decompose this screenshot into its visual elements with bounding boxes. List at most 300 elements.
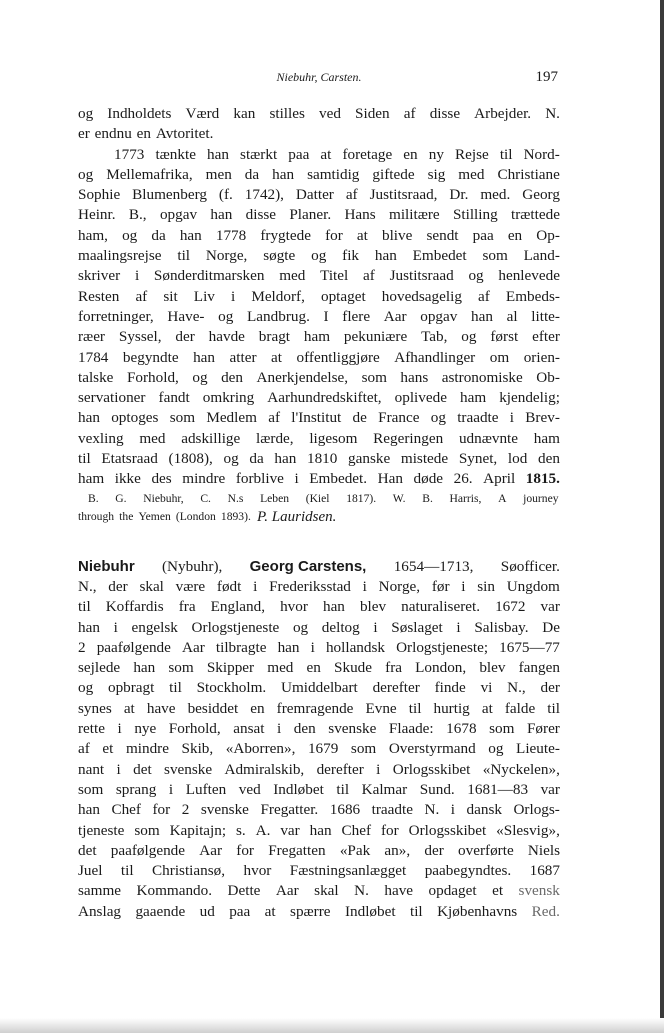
word: som <box>361 368 387 386</box>
word: sin <box>477 577 495 595</box>
word: for <box>152 801 171 819</box>
word: (1808), <box>168 450 213 468</box>
word: han <box>179 226 202 244</box>
word: Dr. <box>449 186 469 204</box>
word: Indløbet <box>273 780 324 798</box>
word: Forhold, <box>168 720 221 738</box>
word: Embedet <box>412 247 467 265</box>
text-line <box>78 638 560 658</box>
word: synes <box>78 699 112 717</box>
word: ved <box>238 780 261 798</box>
word: ligesom <box>309 429 358 447</box>
word: til <box>408 699 422 717</box>
word: skriver <box>78 267 121 285</box>
word: tænkte <box>155 145 196 163</box>
word: Søslaget <box>391 618 443 636</box>
word: Resten <box>78 287 120 305</box>
word: ny <box>428 145 444 163</box>
word: som <box>134 821 160 839</box>
word: Skipper <box>206 659 255 677</box>
word: Georg <box>522 186 560 204</box>
word: i <box>168 780 174 798</box>
word: Meldorf, <box>251 287 305 305</box>
reference-line <box>78 490 560 509</box>
word: B., <box>128 206 147 224</box>
word: sprang <box>115 780 157 798</box>
word: Chef <box>341 821 372 839</box>
word: finde <box>434 679 466 697</box>
word: Juel <box>78 862 103 880</box>
word: Forhold, <box>126 368 179 386</box>
word: Sophie <box>78 186 121 204</box>
text-line <box>78 658 560 678</box>
word: paafølgende <box>96 638 171 656</box>
word: N., <box>507 679 526 697</box>
word: des <box>151 470 172 488</box>
word: dansk <box>466 801 502 819</box>
word: i <box>113 618 118 636</box>
word: Flaade: <box>388 720 434 738</box>
word: Christiane <box>497 165 560 183</box>
word: der <box>175 328 195 346</box>
word: som <box>482 247 508 265</box>
word: 2 <box>181 801 190 819</box>
word: blive <box>381 226 413 244</box>
word: i <box>461 577 466 595</box>
word: Orlogstjeneste <box>191 618 280 636</box>
word: 1675—77 <box>499 638 560 656</box>
word: Harris, <box>449 491 482 505</box>
word: var <box>280 821 300 839</box>
text-line <box>78 185 560 205</box>
word: A <box>498 491 507 505</box>
word: han <box>277 638 300 656</box>
word: han <box>309 821 332 839</box>
word: hollandsk <box>325 638 385 656</box>
word: gaaende <box>135 902 186 920</box>
text-line <box>78 388 560 408</box>
page-header <box>78 70 560 94</box>
word: Landbrug. <box>247 307 310 325</box>
word: om <box>489 348 510 366</box>
word: som <box>169 409 196 427</box>
word: til <box>169 679 182 697</box>
word: ham <box>78 470 105 488</box>
word: paabegyndtes. <box>424 862 512 880</box>
word: N.s <box>227 491 244 505</box>
word: da <box>249 450 264 468</box>
word: en <box>306 659 321 677</box>
word: Heinr. <box>78 206 116 224</box>
word: var <box>540 780 560 798</box>
word: Op- <box>536 226 560 244</box>
word: døde <box>413 470 444 488</box>
word: da <box>151 226 166 244</box>
scan-bottom-shadow <box>0 1018 664 1033</box>
word: med <box>279 267 306 285</box>
word: i <box>362 577 367 595</box>
word: giftede <box>372 165 415 183</box>
word: kan <box>233 105 256 122</box>
word: vi <box>480 679 493 697</box>
word: 1672 <box>495 598 526 616</box>
word: at <box>271 348 282 366</box>
word: Synet, <box>458 450 498 468</box>
word: han <box>78 618 100 636</box>
word: W. <box>392 491 406 505</box>
word: have <box>146 699 176 717</box>
word: Han <box>377 470 403 488</box>
word: i <box>230 287 236 305</box>
word: hvor <box>243 862 272 880</box>
word: og <box>461 328 477 346</box>
occupation: Søofficer. <box>500 557 560 575</box>
word: Etatsraad <box>101 450 158 468</box>
word: af <box>78 740 90 758</box>
word: Siden <box>355 105 390 122</box>
entry-niebuhr-georg-carstens <box>78 557 560 922</box>
word: Kjøbenhavns <box>437 902 518 920</box>
word: Ob- <box>536 368 560 386</box>
text-line <box>78 577 560 597</box>
word: fik <box>342 247 360 265</box>
word: Skude <box>334 659 372 677</box>
word: Christiansø, <box>152 862 226 880</box>
word: l'Institut <box>291 409 342 427</box>
word: Niels <box>527 841 560 859</box>
word: Justitsraad <box>389 267 454 285</box>
word: med <box>139 429 166 447</box>
word: i <box>277 720 282 738</box>
word: opbragt <box>107 679 155 697</box>
word: adskillige <box>181 429 241 447</box>
word: Syssel, <box>118 328 162 346</box>
text-line <box>78 841 560 861</box>
word: men <box>205 165 232 183</box>
word: af <box>403 105 416 122</box>
word: G. <box>115 491 127 505</box>
word: 1773 <box>114 145 145 163</box>
word: omkring <box>202 389 255 407</box>
word: der <box>540 679 560 697</box>
word: var <box>540 598 560 616</box>
word: disse <box>429 105 461 122</box>
word: den <box>221 368 244 386</box>
word: af <box>135 287 148 305</box>
word: Niebuhr, <box>143 491 184 505</box>
word: Regeringen <box>373 429 444 447</box>
word: han <box>78 801 100 819</box>
text-line <box>78 861 560 881</box>
word: Overstyrmand <box>388 740 476 758</box>
word: med. <box>480 186 511 204</box>
word: Blumenberg <box>132 186 207 204</box>
word: Land- <box>523 247 560 265</box>
word: han <box>471 307 493 325</box>
word: sit <box>163 287 178 305</box>
word: Yemen <box>138 510 171 524</box>
word: ham <box>303 328 331 346</box>
text-line <box>78 348 560 368</box>
word: atter <box>229 348 257 366</box>
text-line <box>78 902 560 922</box>
word: et <box>102 740 114 758</box>
entry-niebuhr-carsten <box>78 104 560 490</box>
word: naturaliseret. <box>401 598 481 616</box>
word: opdaget <box>428 882 477 900</box>
word: paa <box>472 226 494 244</box>
entry-separator <box>78 527 560 557</box>
word: Indløbet <box>344 902 396 920</box>
word: bragt <box>258 328 291 346</box>
word: Mellemafrika, <box>106 165 193 183</box>
text-line <box>78 408 560 428</box>
text-line <box>78 145 560 165</box>
word: rette <box>78 720 105 738</box>
entry-body <box>78 577 560 922</box>
word: og <box>430 409 446 427</box>
word: Liv <box>193 287 215 305</box>
text-line <box>78 124 560 144</box>
word: han <box>78 409 100 427</box>
word: besiddet <box>187 699 239 717</box>
word: ganske <box>348 450 391 468</box>
word: og <box>292 618 309 636</box>
word: orien- <box>523 348 560 366</box>
text-line <box>78 246 560 266</box>
word: Planer. <box>289 206 332 224</box>
word: N., <box>78 577 97 595</box>
word: en <box>136 125 151 143</box>
word: paa <box>288 145 310 163</box>
word: efter <box>532 328 560 346</box>
word: Fregatten <box>268 841 326 859</box>
word: Tab, <box>421 328 448 346</box>
word: for <box>325 226 343 244</box>
word: Luften <box>185 780 227 798</box>
word: en <box>403 145 418 163</box>
word: Stockholm. <box>196 679 267 697</box>
word: Justitsraad, <box>369 186 438 204</box>
word: søgte <box>263 247 296 265</box>
word: «Aborren», <box>225 740 296 758</box>
word: fandt <box>158 389 190 407</box>
word: det <box>78 841 97 859</box>
word: fra <box>385 659 402 677</box>
word: Anerkjendelse, <box>256 368 349 386</box>
word: til <box>177 247 191 265</box>
word: skal <box>139 577 164 595</box>
word: og <box>468 267 484 285</box>
text-line <box>78 287 560 307</box>
text-line <box>78 678 560 698</box>
word: (Kiel <box>305 491 330 505</box>
word: B. <box>422 491 433 505</box>
word: Norge, <box>378 577 421 595</box>
word: fra <box>178 598 196 616</box>
word: udnævnte <box>458 429 518 447</box>
word: Brev- <box>525 409 560 427</box>
given-names: Georg Carstens, <box>249 557 367 575</box>
text-line <box>78 368 560 388</box>
word: Aar <box>182 638 205 656</box>
word: London, <box>415 659 467 677</box>
word: traadte <box>457 409 499 427</box>
word: være <box>175 577 206 595</box>
word: Orlogsskibet <box>408 821 487 839</box>
word: til <box>499 145 513 163</box>
word: og <box>122 226 138 244</box>
word: Skib, <box>181 740 214 758</box>
word: mistede <box>400 450 449 468</box>
word: og <box>78 105 94 122</box>
word: som <box>78 780 104 798</box>
word: stilles <box>269 105 305 122</box>
word: Orlogstjeneste; <box>396 638 489 656</box>
word: som <box>168 659 194 677</box>
word: i <box>117 720 122 738</box>
text-line <box>78 327 560 347</box>
word: svensk <box>518 882 560 900</box>
word: «Pak <box>339 841 371 859</box>
word: ud <box>199 902 215 920</box>
entry-references <box>78 490 560 527</box>
word: han <box>133 659 156 677</box>
word: derefter <box>372 679 420 697</box>
word: disse <box>245 206 277 224</box>
text-line <box>78 699 560 719</box>
text-line <box>78 104 560 124</box>
word: der <box>424 841 444 859</box>
word: nant <box>78 760 105 778</box>
word: svenske <box>164 760 213 778</box>
word: i <box>509 409 515 427</box>
word: (London <box>175 510 216 524</box>
word: i <box>450 801 455 819</box>
word: forblive <box>235 470 284 488</box>
word: han <box>210 206 233 224</box>
word: Kapitajn; <box>169 821 227 839</box>
text-line <box>78 165 560 185</box>
headword: Niebuhr <box>78 557 135 575</box>
word: Evne <box>365 699 397 717</box>
word: Aar <box>275 882 299 900</box>
word: svenske <box>200 801 249 819</box>
word: 26. <box>453 470 473 488</box>
word: at <box>481 699 493 717</box>
word: Kommando. <box>136 882 213 900</box>
word: (f. <box>218 186 233 204</box>
word: endnu <box>94 125 132 143</box>
word: talske <box>78 368 114 386</box>
word: han <box>274 450 297 468</box>
word: af <box>363 267 375 285</box>
word: nye <box>134 720 157 738</box>
word: Embeds- <box>505 287 560 305</box>
word: Stilling <box>452 206 498 224</box>
word: og <box>78 165 94 183</box>
word: lod <box>507 450 528 468</box>
word: henlevede <box>498 267 560 285</box>
word: trættede <box>511 206 560 224</box>
word: en <box>507 226 523 244</box>
word: opgav <box>420 307 458 325</box>
author-signature: P. Lauridsen. <box>257 509 337 526</box>
word: N. <box>424 801 440 819</box>
word: France <box>378 409 420 427</box>
word: i <box>116 760 121 778</box>
text-line <box>78 449 560 469</box>
word: ham <box>533 429 560 447</box>
text-line <box>78 618 560 638</box>
word: ved <box>319 105 341 122</box>
word: al <box>506 307 518 325</box>
word: Indholdets <box>107 105 172 122</box>
word: 1817). <box>346 491 377 505</box>
word: 1815. <box>525 470 560 488</box>
word: 1742), <box>244 186 284 204</box>
word: Aarhundredskiftet, <box>267 389 382 407</box>
word: derefter <box>316 760 364 778</box>
word: 1678 <box>446 720 477 738</box>
word: maalingsrejse <box>78 247 162 265</box>
text-line <box>78 881 560 901</box>
word: han <box>322 598 345 616</box>
word: tilbragte <box>215 638 267 656</box>
word: Sønderditmarsken <box>153 267 265 285</box>
word: først <box>490 328 519 346</box>
word: forretninger, <box>78 307 154 325</box>
word: som <box>489 720 515 738</box>
word: da <box>244 165 260 183</box>
word: der <box>108 577 128 595</box>
word: en <box>250 699 265 717</box>
word: Medlem <box>206 409 257 427</box>
word: Chef <box>111 801 141 819</box>
word: I <box>323 307 329 325</box>
word: i <box>376 760 381 778</box>
word: at <box>356 226 368 244</box>
word: de <box>352 409 367 427</box>
word: Ungdom <box>506 577 560 595</box>
word: ham, <box>78 226 108 244</box>
text-line <box>78 821 560 841</box>
word: Admiralskib, <box>224 760 305 778</box>
word: ansat <box>233 720 265 738</box>
word: samme <box>78 882 122 900</box>
word: til <box>409 902 423 920</box>
word: Have- <box>167 307 205 325</box>
text-line <box>78 719 560 739</box>
word: optaget <box>320 287 366 305</box>
word: militære <box>389 206 440 224</box>
word: the <box>119 510 134 524</box>
word: Sund. <box>419 780 455 798</box>
text-line <box>78 597 560 617</box>
word: til <box>336 780 350 798</box>
word: Leben <box>260 491 290 505</box>
word: offentliggjøre <box>296 348 380 366</box>
word: fangen <box>518 659 560 677</box>
word: Kalmar <box>361 780 408 798</box>
word: af <box>345 186 358 204</box>
word: an», <box>384 841 411 859</box>
word: Orlogsskibet <box>392 760 471 778</box>
word: Fører <box>526 720 560 738</box>
word: kjendelig; <box>499 389 560 407</box>
word: Afhandlinger <box>394 348 476 366</box>
word: at <box>123 699 135 717</box>
